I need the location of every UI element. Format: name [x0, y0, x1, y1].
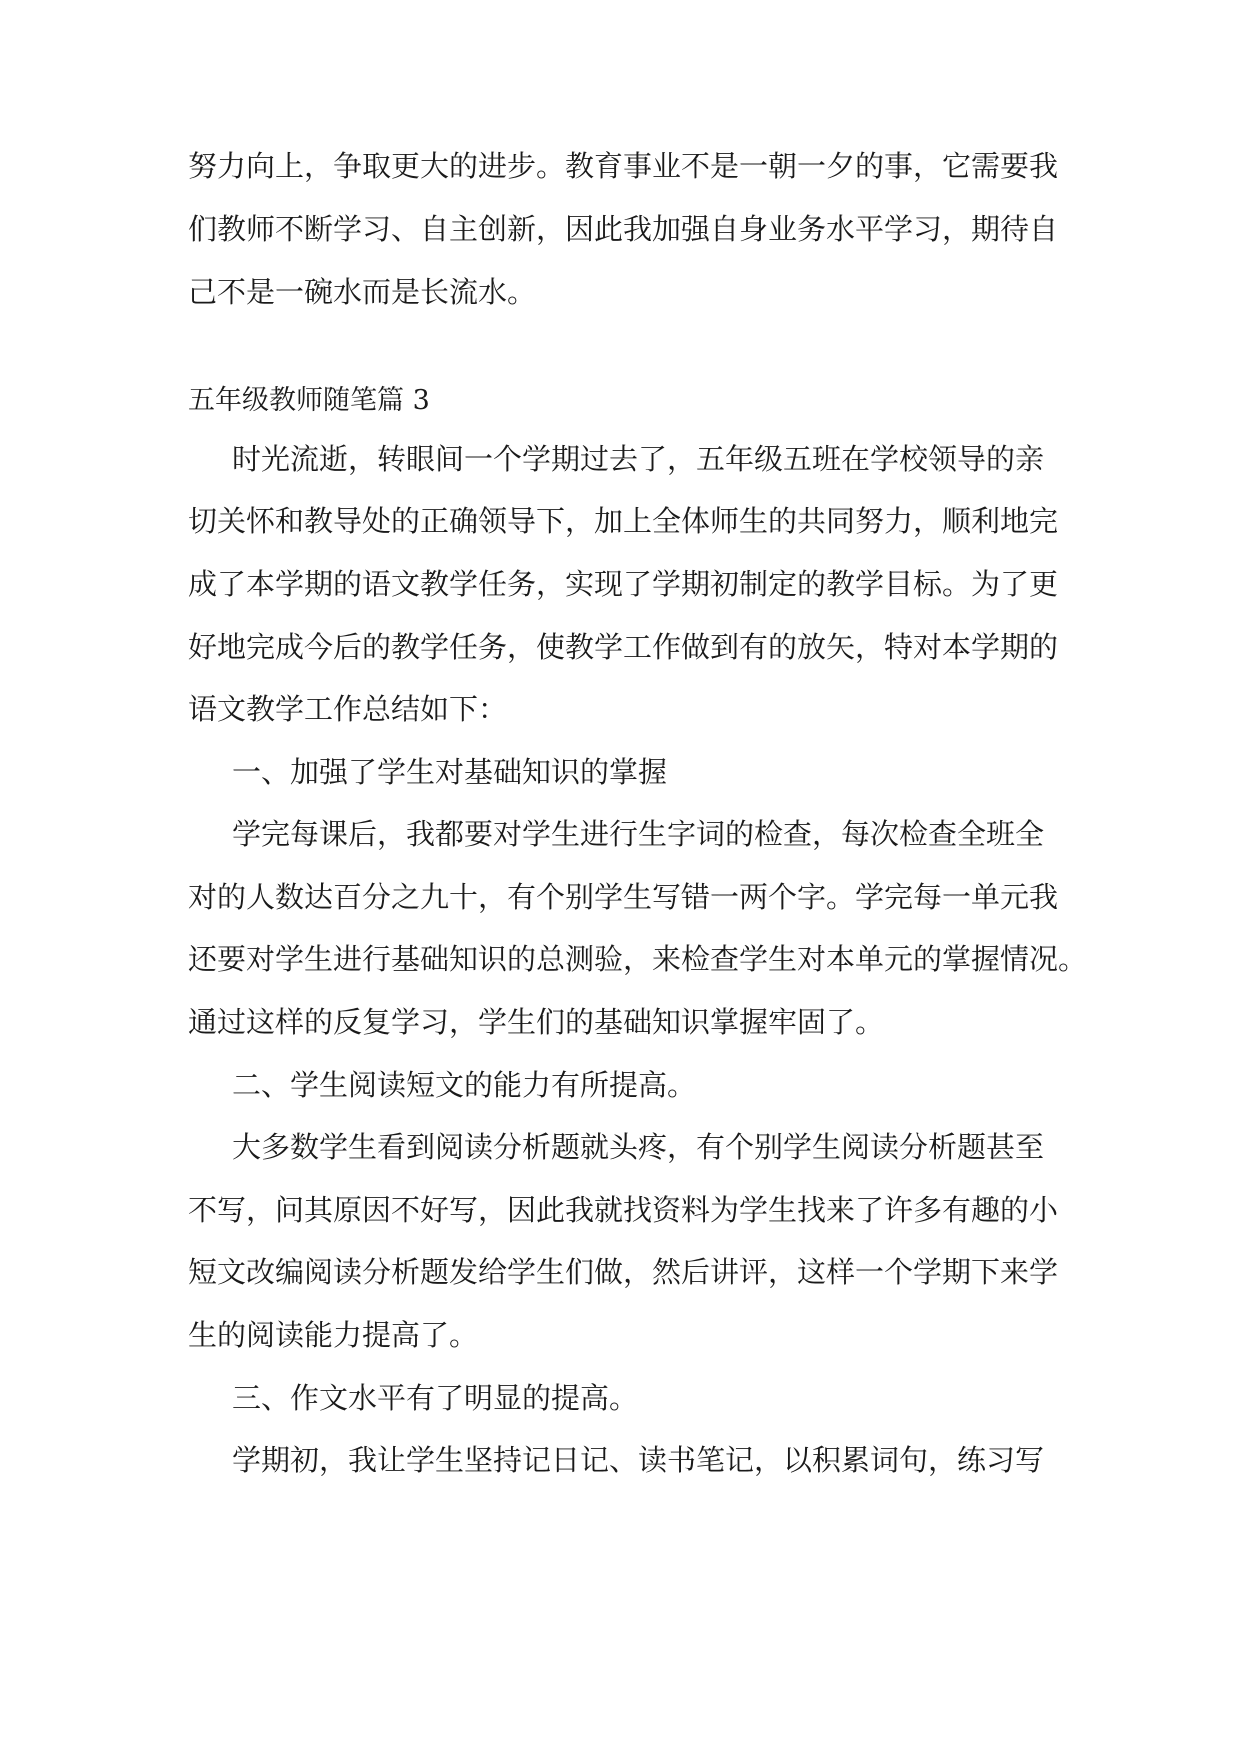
paragraph-line: 己不是一碗水而是长流水。 [188, 275, 537, 309]
paragraph-line: 短文改编阅读分析题发给学生们做，然后讲评，这样一个学期下来学 [188, 1255, 1059, 1289]
subheading-1: 一、加强了学生对基础知识的掌握 [232, 755, 668, 789]
paragraph-line: 不写，问其原因不好写，因此我就找资料为学生找来了许多有趣的小 [188, 1193, 1059, 1227]
paragraph-line: 对的人数达百分之九十，有个别学生写错一两个字。学完每一单元我 [188, 880, 1059, 914]
paragraph-line: 努力向上，争取更大的进步。教育事业不是一朝一夕的事，它需要我 [188, 149, 1059, 183]
paragraph-line: 语文教学工作总结如下： [188, 692, 508, 726]
paragraph-line: 生的阅读能力提高了。 [188, 1318, 479, 1352]
paragraph-line: 还要对学生进行基础知识的总测验，来检查学生对本单元的掌握情况。 [188, 942, 1088, 976]
paragraph-line: 大多数学生看到阅读分析题就头疼，有个别学生阅读分析题甚至 [232, 1130, 1045, 1164]
paragraph-line: 学期初，我让学生坚持记日记、读书笔记，以积累词句，练习写 [232, 1443, 1045, 1477]
paragraph-line: 学完每课后，我都要对学生进行生字词的检查，每次检查全班全 [232, 817, 1045, 851]
paragraph-line: 切关怀和教导处的正确领导下，加上全体师生的共同努力，顺利地完 [188, 504, 1059, 538]
paragraph-line: 好地完成今后的教学任务，使教学工作做到有的放矢，特对本学期的 [188, 630, 1059, 664]
paragraph-line: 通过这样的反复学习，学生们的基础知识掌握牢固了。 [188, 1005, 885, 1039]
paragraph-line: 们教师不断学习、自主创新，因此我加强自身业务水平学习，期待自 [188, 212, 1059, 246]
section-title: 五年级教师随笔篇 3 [188, 385, 430, 416]
subheading-2: 二、学生阅读短文的能力有所提高。 [232, 1068, 697, 1102]
paragraph-line: 成了本学期的语文教学任务，实现了学期初制定的教学目标。为了更 [188, 567, 1059, 601]
subheading-3: 三、作文水平有了明显的提高。 [232, 1381, 639, 1415]
paragraph-line: 时光流逝，转眼间一个学期过去了，五年级五班在学校领导的亲 [232, 442, 1045, 476]
